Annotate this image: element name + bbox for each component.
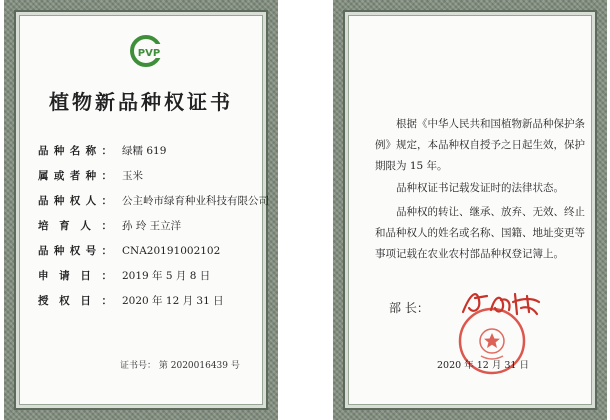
certificate-number — [120, 358, 240, 371]
field-label: 品 种 权 人 ： — [38, 195, 112, 207]
field-label: 属 或 者 种 ： — [38, 170, 112, 182]
logo-text: PVP — [137, 48, 161, 59]
certificate-title: 植物新品种权证书 — [49, 90, 233, 114]
right-inner — [348, 15, 592, 405]
paragraph-legal-status: 品种权证书记载发证时的法律状态。 — [396, 182, 564, 194]
left-inner — [19, 15, 269, 405]
cert-number-label: 证书号： — [120, 361, 157, 371]
field-value: CNA20191002102 — [122, 245, 221, 257]
field-variety-name — [38, 144, 268, 169]
field-application-date — [38, 269, 268, 294]
right-frame — [343, 10, 597, 410]
field-value: 2019 年 5 月 8 日 — [122, 270, 211, 282]
field-value: 孙 玲 王立洋 — [122, 220, 182, 232]
field-grant-date — [38, 294, 268, 319]
pvp-logo — [129, 34, 169, 68]
field-rights-number — [38, 244, 268, 269]
minister-label: 部 长： — [389, 301, 429, 315]
field-label: 申 请 日 ： — [38, 270, 112, 282]
field-label: 品 种 名 称 ： — [38, 145, 112, 157]
field-rights-holder — [38, 194, 268, 219]
left-frame — [14, 10, 268, 410]
fields-list — [38, 144, 268, 319]
cert-number-value: 第 2020016439 号 — [158, 361, 240, 371]
field-value: 玉米 — [122, 170, 143, 182]
field-value: 2020 年 12 月 31 日 — [122, 295, 224, 307]
field-label: 品 种 权 号 ： — [38, 245, 112, 257]
certificate-right-page — [333, 0, 607, 420]
issue-date: 2020 年 12 月 31 日 — [437, 360, 529, 371]
paragraph-protection-term: 根据《中华人民共和国植物新品种保护条例》规定，本品种权自授予之日起生效，保护期限为 15 年。 — [375, 118, 585, 172]
field-label: 授 权 日 ： — [38, 295, 112, 307]
certificate-left-page — [4, 0, 278, 420]
field-value: 公主岭市绿育种业科技有限公司 — [122, 195, 269, 207]
field-genus-species — [38, 169, 268, 194]
field-breeder — [38, 219, 268, 244]
minister-signature — [457, 286, 543, 320]
paragraph-registry: 品种权的转让、继承、放弃、无效、终止和品种权人的姓名或名称、国籍、地址变更等事项记载在农业农村部品种权登记簿上。 — [375, 206, 585, 260]
field-label: 培 育 人 ： — [38, 220, 112, 232]
field-value: 绿糯 619 — [122, 145, 167, 157]
